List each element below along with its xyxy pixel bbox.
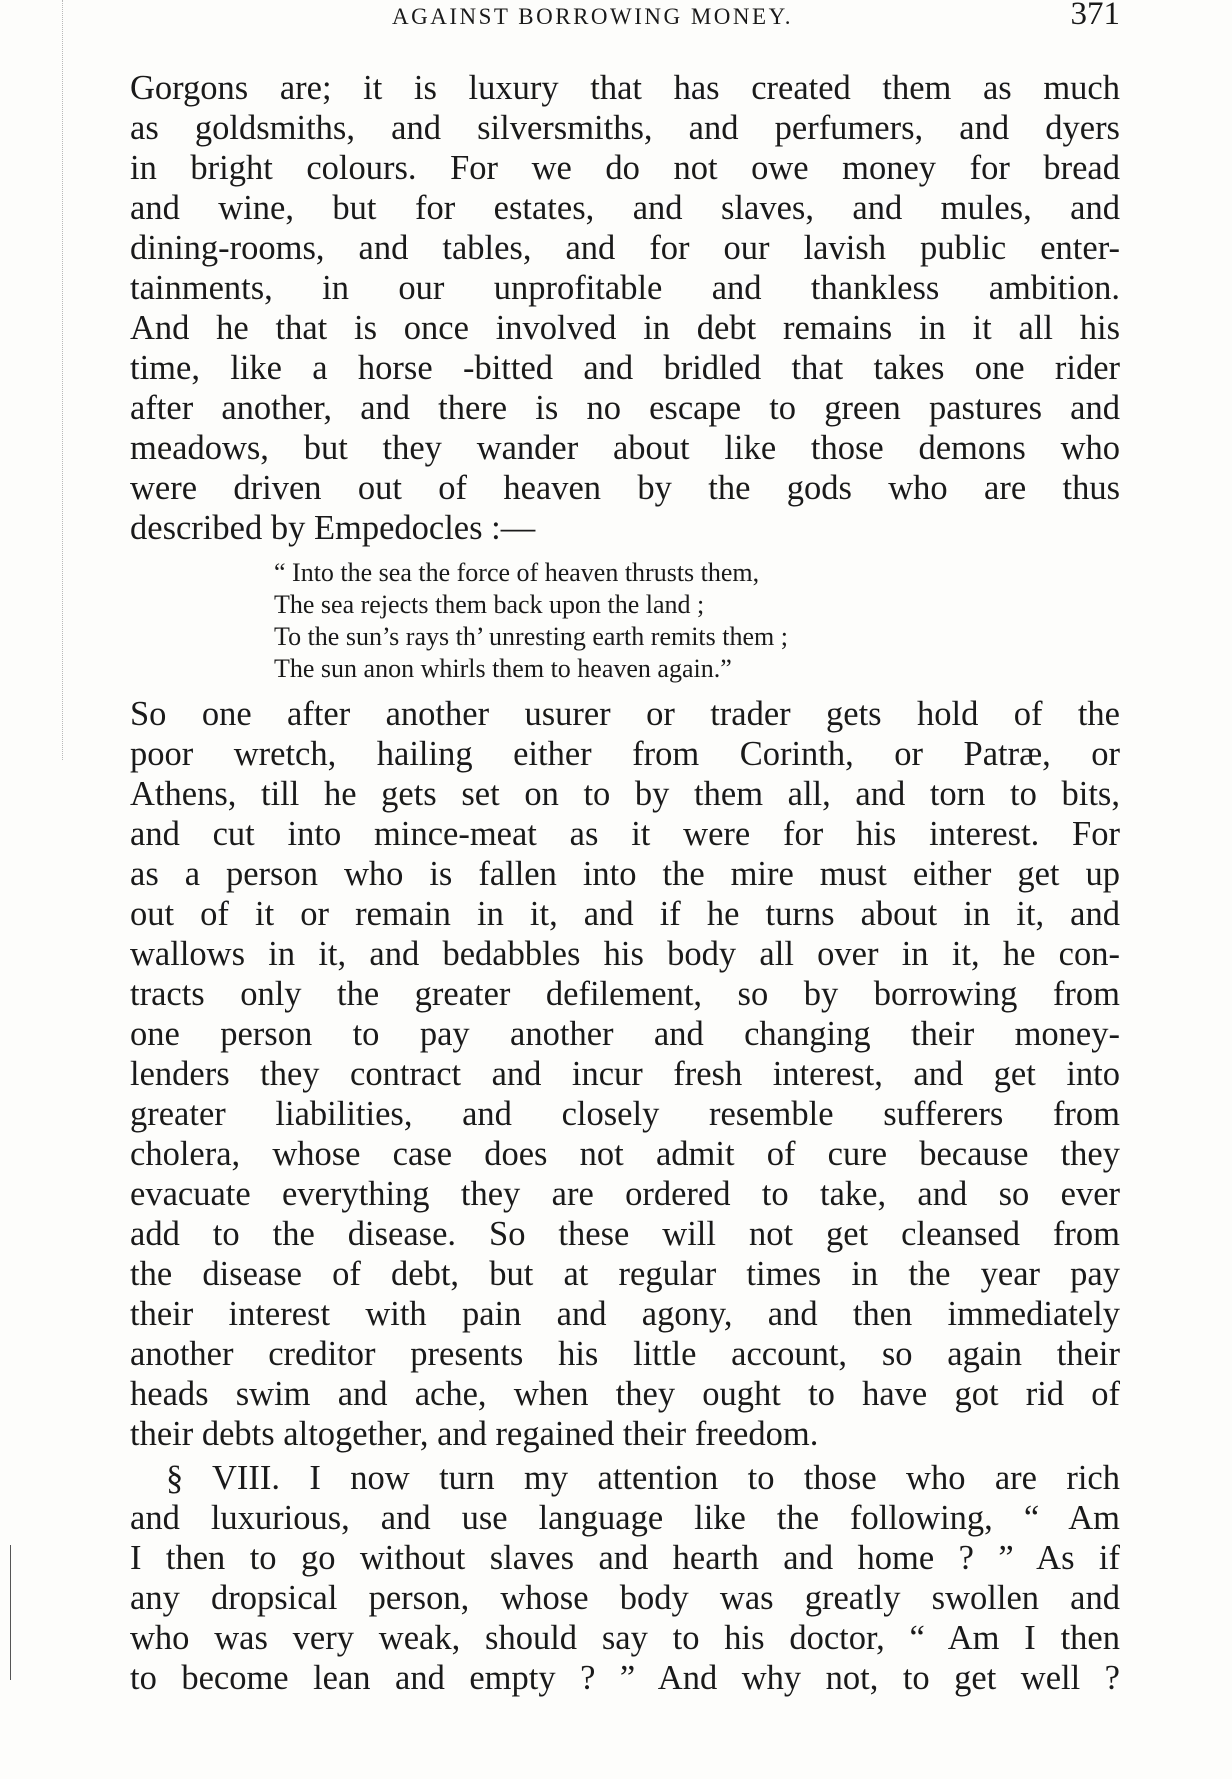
- text-line: another creditor presents his little account, so again their: [130, 1335, 1120, 1373]
- text-line: who was very weak, should say to his doctor, “ Am I then: [130, 1619, 1120, 1657]
- section-heading-line: § VIII. I now turn my attention to those who are rich: [166, 1459, 1120, 1497]
- verse-line: To the sun’s rays th’ unresting earth remits them ;: [274, 622, 788, 651]
- text-line: add to the disease. So these will not get cleansed from: [130, 1215, 1120, 1253]
- text-line: any dropsical person, whose body was greatly swollen and: [130, 1579, 1120, 1617]
- verse-line: The sun anon whirls them to heaven again.”: [274, 654, 732, 683]
- text-line: cholera, whose case does not admit of cure because they: [130, 1135, 1120, 1173]
- text-line: dining-rooms, and tables, and for our lavish public enter-: [130, 229, 1120, 267]
- text-line: were driven out of heaven by the gods who are thus: [130, 469, 1120, 507]
- verse-quotation: [274, 557, 994, 685]
- text-line: after another, and there is no escape to green pastures and: [130, 389, 1120, 427]
- text-line: evacuate everything they are ordered to take, and so ever: [130, 1175, 1120, 1213]
- verse-line: The sea rejects them back upon the land ;: [274, 590, 705, 619]
- text-line: tracts only the greater defilement, so by borrowing from: [130, 975, 1120, 1013]
- text-line: their debts altogether, and regained their freedom.: [130, 1415, 819, 1453]
- paragraph-1: [130, 68, 1120, 548]
- text-line: heads swim and ache, when they ought to have got rid of: [130, 1375, 1120, 1413]
- text-line: I then to go without slaves and hearth and home ? ” As if: [130, 1539, 1120, 1577]
- text-line: lenders they contract and incur fresh interest, and get into: [130, 1055, 1120, 1093]
- text-line: meadows, but they wander about like those demons who: [130, 429, 1120, 467]
- page-header: [130, 0, 1120, 40]
- text-line: wallows in it, and bedabbles his body all over in it, he con-: [130, 935, 1120, 973]
- text-line: described by Empedocles :—: [130, 509, 536, 547]
- text-line: time, like a horse -bitted and bridled that takes one rider: [130, 349, 1120, 387]
- page-number: 371: [1070, 0, 1120, 32]
- body-text: [130, 68, 1120, 1698]
- text-line: as goldsmiths, and silversmiths, and perfumers, and dyers: [130, 109, 1120, 147]
- paragraph-2: [130, 694, 1120, 1454]
- text-line: greater liabilities, and closely resemble sufferers from: [130, 1095, 1120, 1133]
- running-head: AGAINST BORROWING MONEY.: [392, 4, 793, 29]
- verse-line: “ Into the sea the force of heaven thrusts them,: [274, 558, 760, 587]
- text-line: one person to pay another and changing their money-: [130, 1015, 1120, 1053]
- text-line: and cut into mince-meat as it were for his interest. For: [130, 815, 1120, 853]
- text-line: to become lean and empty ? ” And why not, to get well ?: [130, 1659, 1120, 1697]
- text-line: Gorgons are; it is luxury that has created them as much: [130, 69, 1120, 107]
- text-line: and luxurious, and use language like the following, “ Am: [130, 1499, 1120, 1537]
- text-line: poor wretch, hailing either from Corinth, or Patræ, or: [130, 735, 1120, 773]
- text-line: and wine, but for estates, and slaves, and mules, and: [130, 189, 1120, 227]
- text-line: Athens, till he gets set on to by them all, and torn to bits,: [130, 775, 1120, 813]
- margin-specks: [62, 0, 77, 760]
- text-line: out of it or remain in it, and if he turns about in it, and: [130, 895, 1120, 933]
- text-line: their interest with pain and agony, and then immediately: [130, 1295, 1120, 1333]
- text-line: as a person who is fallen into the mire must either get up: [130, 855, 1120, 893]
- text-line: in bright colours. For we do not owe money for bread: [130, 149, 1120, 187]
- text-line: And he that is once involved in debt remains in it all his: [130, 309, 1120, 347]
- margin-rule: [10, 1545, 11, 1680]
- paragraph-3: [130, 1458, 1120, 1698]
- text-line: the disease of debt, but at regular times in the year pay: [130, 1255, 1120, 1293]
- text-line: So one after another usurer or trader gets hold of the: [130, 695, 1120, 733]
- text-line: tainments, in our unprofitable and thankless ambition.: [130, 269, 1120, 307]
